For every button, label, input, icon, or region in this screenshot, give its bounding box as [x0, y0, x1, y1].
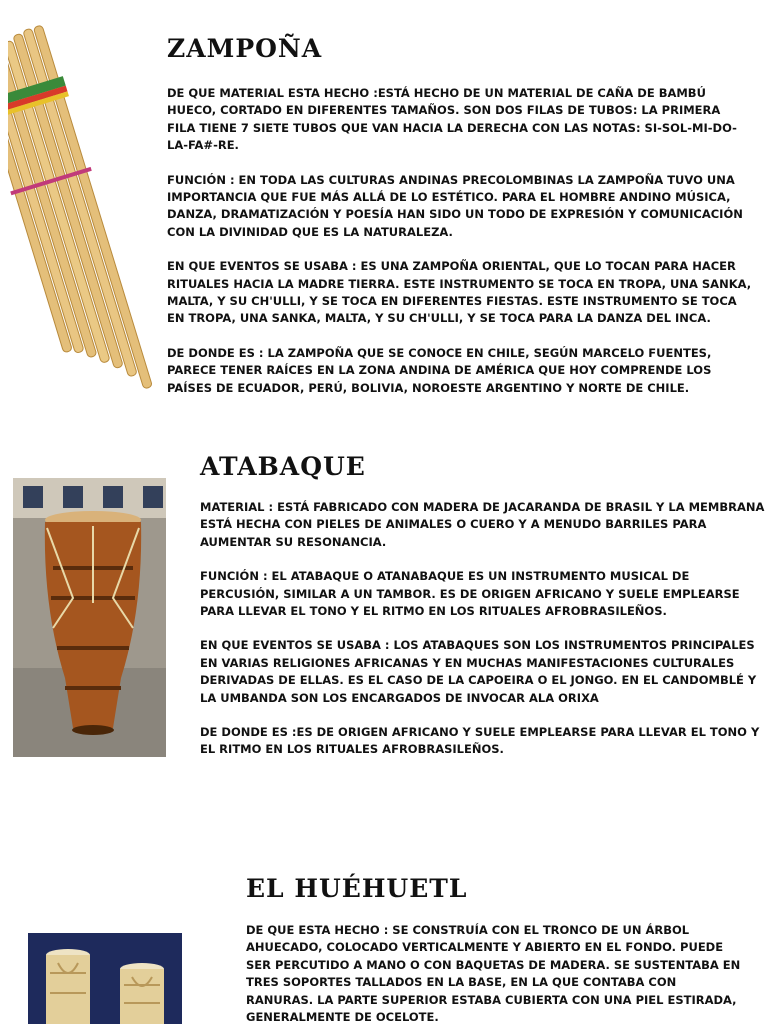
paragraph: EN QUE EVENTOS SE USABA : LOS ATABAQUES SON LOS INSTRUMENTOS PRINCIPALES EN VARIAS RELIGIONES AFRICANAS Y EN MUCHAS MANIFESTACIONES CULTURALES DERIVADAS DE ELLAS. ES EL CASO DE LA CAPOEIRA O EL JONGO. EN EL CANDOMBLÉ Y LA UMBANDA SON LOS ENCARGADOS DE INVOCAR ALA ORIXA	[200, 638, 757, 705]
pan-flute-drawing	[8, 20, 168, 415]
atabaque-image	[13, 478, 166, 757]
zampona-image	[8, 20, 168, 415]
paragraph: FUNCIÓN : EL ATABAQUE O ATANABAQUE ES UN INSTRUMENTO MUSICAL DE PERCUSIÓN, SIMILAR A UN TAMBOR. ES DE ORIGEN AFRICANO Y SUELE EMPLEARSE PARA LLEVAR EL TONO Y EL RITMO EN LOS RITUALES AFROBRASILEÑOS.	[200, 569, 740, 619]
paragraph: DE DONDE ES :ES DE ORIGEN AFRICANO Y SUELE EMPLEARSE PARA LLEVAR EL TONO Y EL RITMO EN LOS RITUALES AFROBRASILEÑOS.	[200, 725, 760, 757]
section-huehuetl	[246, 874, 746, 1026]
paragraph: DE QUE ESTA HECHO : SE CONSTRUÍA CON EL TRONCO DE UN ÁRBOL AHUECADO, COLOCADO VERTICALMENTE Y ABIERTO EN EL FONDO. PUEDE SER PERCUTIDO A MANO O CON BAQUETAS DE MADERA. SE SUSTENTABA EN TRES SOPORTES TALLADOS EN LA BASE, EN LA QUE CONTABA CON RANURAS. LA PARTE SUPERIOR ESTABA CUBIERTA CON UNA PIEL ESTIRADA, GENERALMENTE DE OCELOTE.	[246, 923, 741, 1025]
atabaque-drum-photo	[13, 478, 166, 757]
section-title: ATABAQUE	[200, 452, 366, 481]
paragraph: FUNCIÓN : EN TODA LAS CULTURAS ANDINAS PRECOLOMBINAS LA ZAMPOÑA TUVO UNA IMPORTANCIA QUE FUE MÁS ALLÁ DE LO ESTÉTICO. PARA EL HOMBRE ANDINO MÚSICA, DANZA, DRAMATIZACIÓN Y POESÍA HAN SIDO UN TODO DE EXPRESIÓN Y COMUNICACIÓN CON LA DIVINIDAD QUE ES LA NATURALEZA.	[167, 172, 743, 239]
section-zampona	[167, 34, 752, 397]
section-title: ZAMPOÑA	[167, 34, 323, 63]
paragraph: EN QUE EVENTOS SE USABA : ES UNA ZAMPOÑA ORIENTAL, QUE LO TOCAN PARA HACER RITUALES HACIA LA MADRE TIERRA. ESTE INSTRUMENTO SE TOCA EN TROPA, UNA SANKA, MALTA, Y SU CH'ULLI, Y SE TOCA EN DIFERENTES FIESTAS. ESTE INSTRUMENTO SE TOCA EN TROPA, UNA SANKA, MALTA, Y SU CH'ULLI, Y SE TOCA PARA LA DANZA DEL INCA.	[167, 259, 752, 326]
section-title: EL HUÉHUETL	[246, 874, 468, 903]
paragraph: MATERIAL : ESTÁ FABRICADO CON MADERA DE JACARANDA DE BRASIL Y LA MEMBRANA ESTÁ HECHA CON PIELES DE ANIMALES O CUERO Y A MENUDO BARRILES PARA AUMENTAR SU RESONANCIA.	[200, 500, 765, 549]
section-atabaque	[200, 452, 765, 759]
huehuetl-drums-photo	[28, 933, 182, 1024]
paragraph: DE DONDE ES : LA ZAMPOÑA QUE SE CONOCE EN CHILE, SEGÚN MARCELO FUENTES, PARECE TENER RAÍCES EN LA ZONA ANDINA DE AMÉRICA QUE HOY COMPRENDE LOS PAÍSES DE ECUADOR, PERÚ, BOLIVIA, NOROESTE ARGENTINO Y NORTE DE CHILE.	[167, 345, 712, 395]
huehuetl-image	[28, 933, 182, 1024]
paragraph: DE QUE MATERIAL ESTA HECHO :ESTÁ HECHO DE UN MATERIAL DE CAÑA DE BAMBÚ HUECO, CORTADO EN DIFERENTES TAMAÑOS. SON DOS FILAS DE TUBOS: LA PRIMERA FILA TIENE 7 SIETE TUBOS QUE VAN HACIA LA DERECHA CON LAS NOTAS: SI-SOL-MI-DO-LA-FA#-RE.	[167, 86, 737, 153]
